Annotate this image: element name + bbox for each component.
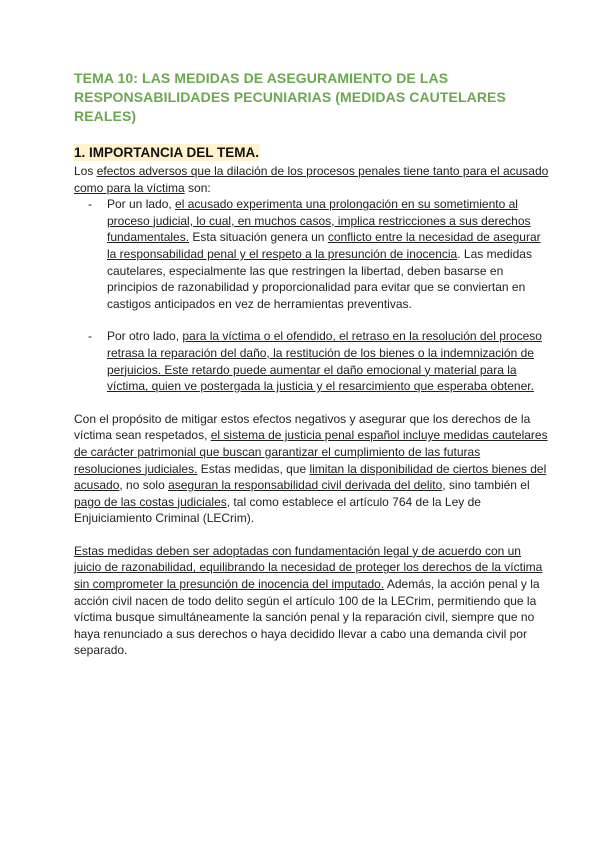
document-title: TEMA 10: LAS MEDIDAS DE ASEGURAMIENTO DE LAS RESPONSABILIDADES PECUNIARIAS (MEDIDAS CAUTELARES REALES) (74, 70, 506, 124)
paragraph-patrimonial-measures (74, 411, 550, 527)
bullet-2-underline-1: para la víctima o el ofendido, el retraso en la resolución del proceso retrasa la reparación del daño, la restitución de los bienes o la indemnización de perjuicios. Este retardo puede aumentar el daño emocional y material para la víctima, quien ve postergada la justicia y el resarcimiento que esperaba obtener. (107, 329, 542, 394)
p1-text-2: Estas medidas, que (197, 461, 310, 476)
intro-text-2: son: (184, 180, 211, 195)
bullet-dash: - (88, 329, 92, 344)
p1-underline-1: el sistema de justicia penal español incluye medidas cautelares de carácter patrimonial que buscan garantizar el cumplimiento de las futuras resoluciones judiciales. (74, 428, 548, 476)
bullet-dash: - (88, 197, 92, 212)
p1-text-5: , tal como establece el artículo 764 de la Ley de Enjuiciamiento Criminal (LECrim). (74, 494, 481, 526)
p2-text-1: Además, la acción penal y la acción civil nacen de todo delito según el artículo 100 de la LECrim, permitiendo que la víctima busque simultáneamente la sanción penal y la reparación civil, siempre que no haya renunciado a sus derechos o haya decidido llevar a cabo una demanda civil por separado. (74, 577, 540, 658)
p1-text-4: , sino también el (442, 478, 530, 493)
paragraph-spacer (74, 395, 550, 411)
section-heading: 1. IMPORTANCIA DEL TEMA. (74, 145, 260, 160)
bullet-1-underline-2: conflicto entre la necesidad de asegurar la responsabilidad penal y el respeto a la presunción de inocencia (107, 230, 541, 261)
intro-underline-1: efectos adversos que la dilación de los procesos penales tiene tanto para el acusado como para la víctima (74, 164, 549, 195)
bullet-item-victim (74, 328, 550, 394)
intro-text-1: Los (74, 164, 97, 178)
bullet-2-text-1: Por otro lado, (107, 329, 183, 344)
bullet-1-text-2: Esta situación genera un (189, 230, 328, 245)
bullet-1-underline-1: el acusado experimenta una prolongación en su sometimiento al proceso judicial, lo cual, en muchos casos, implica restricciones a sus derechos fundamentales. (107, 197, 531, 245)
p2-underline-1: Estas medidas deben ser adoptadas con fundamentación legal y de acuerdo con un juicio de razonabilidad, equilibrando la necesidad de proteger los derechos de la víctima sin comprometer la presunción de inocencia del imputado. (74, 543, 543, 592)
paragraph-legal-basis (74, 543, 550, 659)
p1-underline-4: pago de las costas judiciales (74, 494, 227, 509)
p1-underline-2: limitan la disponibilidad de ciertos bienes del acusado (74, 461, 547, 493)
bullet-list (74, 196, 550, 395)
p1-text-3: , no solo (119, 478, 169, 493)
bullet-item-accused (74, 196, 550, 312)
bullet-spacer (74, 312, 550, 328)
bullet-1-text-1: Por un lado, (107, 197, 176, 212)
p1-underline-3: aseguran la responsabilidad civil derivada del delito (168, 478, 443, 493)
intro-paragraph (74, 163, 550, 196)
p1-text-1: Con el propósito de mitigar estos efectos negativos y asegurar que los derechos de la víctima sean respetados, (74, 411, 531, 443)
paragraph-spacer (74, 527, 550, 543)
bullet-1-text-3: . Las medidas cautelares, especialmente las que restringen la libertad, deben basarse en principios de razonabilidad y proporcionalidad para evitar que se conviertan en castigos anticipados en vez de herramientas preventivas. (107, 246, 532, 311)
